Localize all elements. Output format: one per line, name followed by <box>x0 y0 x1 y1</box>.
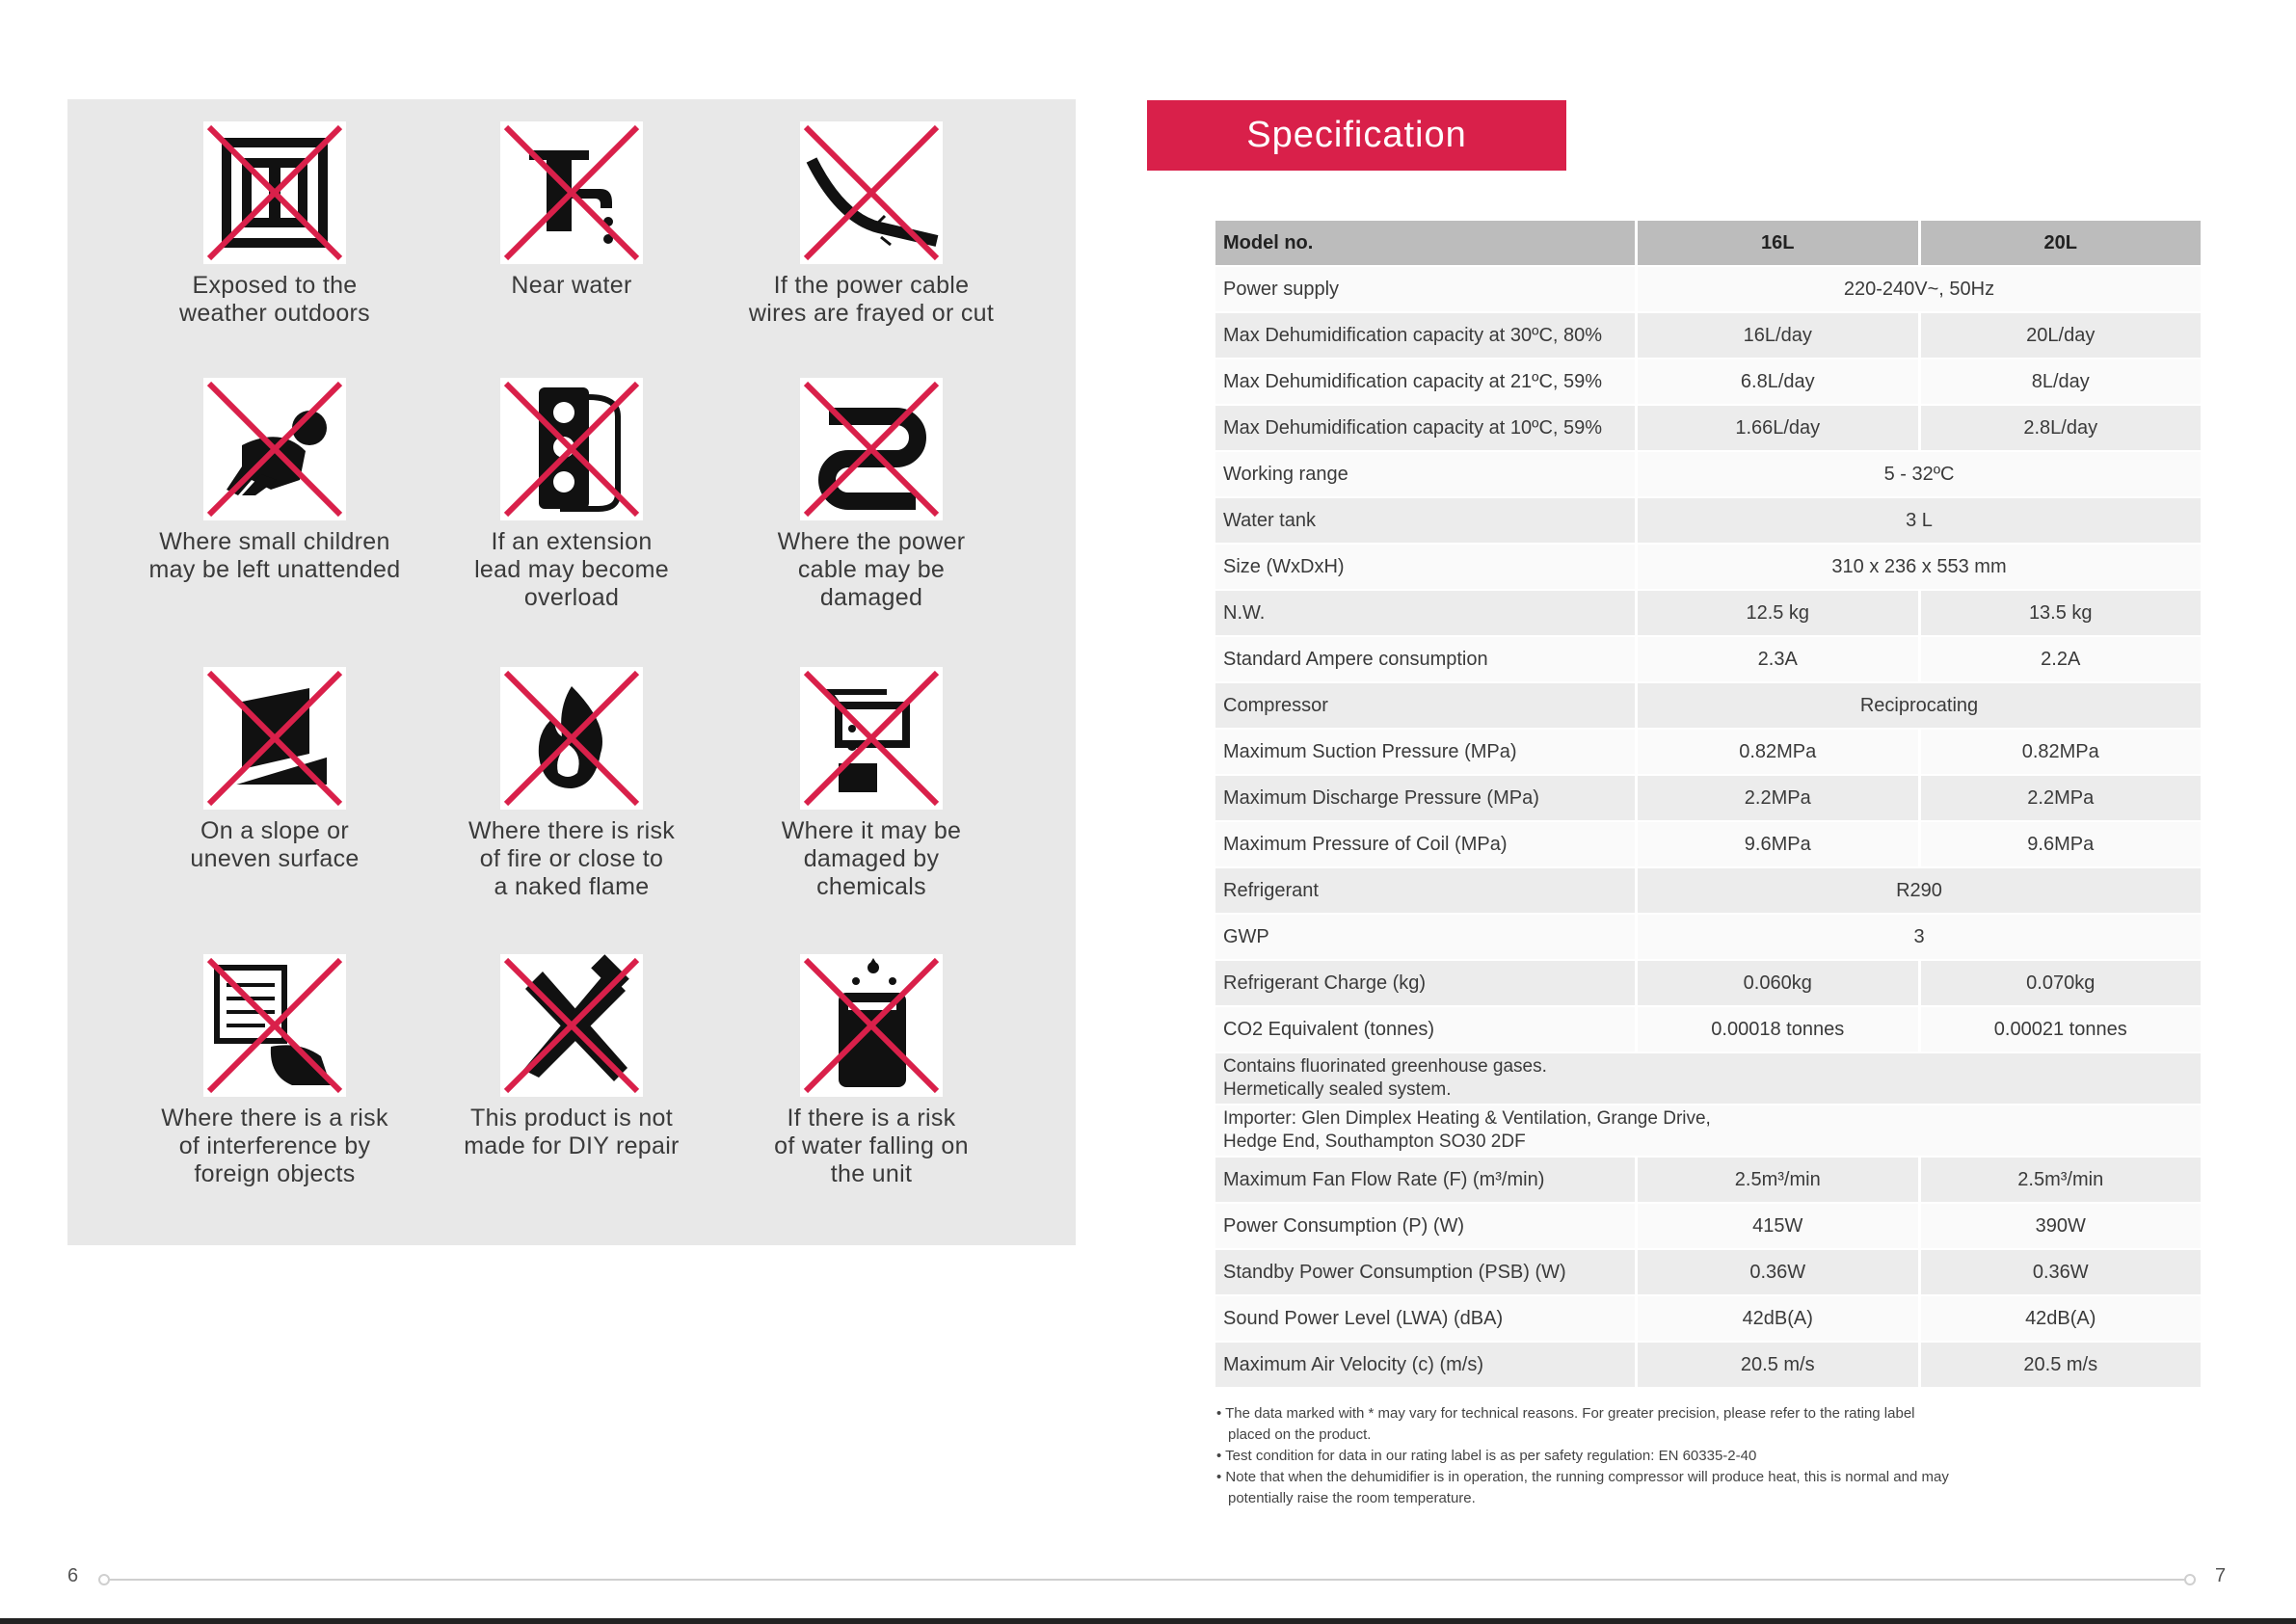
table-row <box>1215 313 2201 359</box>
warning-caption <box>707 817 1035 901</box>
table-row <box>1215 359 2201 406</box>
note-line: Importer: Glen Dimplex Heating & Ventilation, Grange Drive, <box>1223 1108 1711 1129</box>
table-row <box>1215 1250 2201 1296</box>
table-cell: 0.060kg <box>1638 961 1920 1007</box>
flame-icon <box>500 667 643 810</box>
table-cell: 42dB(A) <box>1921 1296 2202 1343</box>
table-row <box>1215 545 2201 591</box>
warning-caption-line: overload <box>523 584 620 611</box>
table-row <box>1215 1105 2201 1158</box>
table-cell: 2.8L/day <box>1921 406 2202 452</box>
frayed-cable-icon <box>800 121 943 264</box>
table-cell: Water tank <box>1215 498 1638 545</box>
note-line: Hermetically sealed system. <box>1223 1079 1452 1100</box>
table-cell: 9.6MPa <box>1638 822 1920 868</box>
table-cell: GWP <box>1215 915 1638 961</box>
table-row <box>1215 591 2201 637</box>
warning-caption-line: If an extension <box>491 528 653 555</box>
page-number-right: 7 <box>2215 1565 2227 1586</box>
table-cell: Standby Power Consumption (PSB) (W) <box>1215 1250 1638 1296</box>
warning-icon-box <box>800 667 943 810</box>
table-cell: 0.82MPa <box>1921 730 2202 776</box>
warning-caption-line: Where small children <box>159 528 390 555</box>
warning-caption-line: uneven surface <box>190 845 360 872</box>
warning-caption <box>111 1105 439 1188</box>
warning-caption <box>707 528 1035 612</box>
warning-caption <box>408 528 735 612</box>
table-header-cell: 16L <box>1638 221 1920 267</box>
table-cell: Maximum Discharge Pressure (MPa) <box>1215 776 1638 822</box>
table-cell: 0.00018 tonnes <box>1638 1007 1920 1053</box>
foreign-object-icon <box>203 954 346 1097</box>
table-cell: 9.6MPa <box>1921 822 2202 868</box>
divider-dot-left <box>98 1574 110 1585</box>
warning-item <box>111 667 439 873</box>
table-cell: 2.2A <box>1921 637 2202 683</box>
warning-caption <box>408 1105 735 1160</box>
table-cell: Refrigerant <box>1215 868 1638 915</box>
table-cell: Maximum Fan Flow Rate (F) (m³/min) <box>1215 1158 1638 1204</box>
specification-title: Specification <box>1147 100 1566 171</box>
warning-caption-line: made for DIY repair <box>464 1132 680 1159</box>
warning-caption-line: If there is a risk <box>787 1105 956 1131</box>
table-header-row <box>1215 221 2201 267</box>
warning-caption-line: weather outdoors <box>179 300 370 327</box>
table-cell: 16L/day <box>1638 313 1920 359</box>
table-cell: 310 x 236 x 553 mm <box>1638 545 2201 591</box>
table-cell: N.W. <box>1215 591 1638 637</box>
footnote: • Test condition for data in our rating label is as per safety regulation: EN 60335-2-40 <box>1216 1448 1757 1464</box>
table-cell: 415W <box>1638 1204 1920 1250</box>
warning-caption-line: may be left unattended <box>148 556 401 583</box>
table-cell: Maximum Pressure of Coil (MPa) <box>1215 822 1638 868</box>
table-row <box>1215 868 2201 915</box>
table-cell: 0.00021 tonnes <box>1921 1007 2202 1053</box>
table-cell: 1.66L/day <box>1638 406 1920 452</box>
table-cell: Size (WxDxH) <box>1215 545 1638 591</box>
table-row <box>1215 822 2201 868</box>
table-cell: 42dB(A) <box>1638 1296 1920 1343</box>
table-cell: 2.5m³/min <box>1921 1158 2202 1204</box>
table-row <box>1215 1158 2201 1204</box>
table-cell <box>1215 1053 2201 1105</box>
warning-item <box>408 378 735 612</box>
warning-caption <box>408 272 735 300</box>
warning-caption-line: Where it may be <box>781 817 962 844</box>
table-cell: 5 - 32ºC <box>1638 452 2201 498</box>
warning-icon-box <box>203 667 346 810</box>
table-cell: Maximum Air Velocity (c) (m/s) <box>1215 1343 1638 1389</box>
warning-caption-line: On a slope or <box>200 817 349 844</box>
table-row <box>1215 730 2201 776</box>
table-row <box>1215 1007 2201 1053</box>
warning-caption <box>111 817 439 873</box>
warning-caption <box>408 817 735 901</box>
warning-item <box>707 954 1035 1188</box>
warning-caption-line: lead may become <box>474 556 669 583</box>
tap-icon <box>500 121 643 264</box>
warning-caption <box>111 528 439 584</box>
warning-caption-line: chemicals <box>816 873 926 900</box>
warning-item <box>111 378 439 584</box>
warning-icon-box <box>500 378 643 520</box>
table-row <box>1215 1296 2201 1343</box>
warning-item <box>408 954 735 1160</box>
table-cell <box>1215 1105 2201 1158</box>
damaged-cable-icon <box>800 378 943 520</box>
warning-icon-box <box>500 954 643 1097</box>
footnote: • Note that when the dehumidifier is in operation, the running compressor will produce heat, this is normal and may potentially raise the room temperature. <box>1216 1469 1949 1506</box>
table-cell: Maximum Suction Pressure (MPa) <box>1215 730 1638 776</box>
table-cell: Reciprocating <box>1638 683 2201 730</box>
warning-caption-line: the unit <box>830 1160 913 1187</box>
warning-item <box>111 954 439 1188</box>
table-row <box>1215 406 2201 452</box>
warning-caption-line: of interference by <box>178 1132 371 1159</box>
table-cell: 0.36W <box>1921 1250 2202 1296</box>
bottom-bar <box>0 1618 2296 1624</box>
table-cell: 12.5 kg <box>1638 591 1920 637</box>
footnotes <box>1216 1403 1949 1509</box>
table-cell: Standard Ampere consumption <box>1215 637 1638 683</box>
warning-caption <box>111 272 439 328</box>
table-cell: 20L/day <box>1921 313 2202 359</box>
table-cell: Working range <box>1215 452 1638 498</box>
table-row <box>1215 1204 2201 1250</box>
page-divider <box>104 1579 2188 1581</box>
table-row <box>1215 1343 2201 1389</box>
note-line: Contains fluorinated greenhouse gases. <box>1223 1056 1547 1077</box>
warning-icon-box <box>203 121 346 264</box>
table-row <box>1215 452 2201 498</box>
table-cell: Power supply <box>1215 267 1638 313</box>
warning-caption-line: Exposed to the <box>192 272 358 299</box>
table-cell: R290 <box>1638 868 2201 915</box>
table-cell: 0.070kg <box>1921 961 2202 1007</box>
table-cell: 13.5 kg <box>1921 591 2202 637</box>
crawling-child-icon <box>203 378 346 520</box>
table-cell: 3 L <box>1638 498 2201 545</box>
table-cell: 6.8L/day <box>1638 359 1920 406</box>
divider-dot-right <box>2184 1574 2196 1585</box>
table-cell: 0.36W <box>1638 1250 1920 1296</box>
table-cell: Max Dehumidification capacity at 21ºC, 59% <box>1215 359 1638 406</box>
page-number-left: 6 <box>67 1565 79 1586</box>
table-cell: 2.2MPa <box>1921 776 2202 822</box>
table-header-cell: 20L <box>1921 221 2202 267</box>
specification-table <box>1215 221 2201 1389</box>
warning-caption-line: If the power cable <box>773 272 970 299</box>
warning-caption-line: foreign objects <box>194 1160 356 1187</box>
slope-icon <box>203 667 346 810</box>
warning-caption-line: of fire or close to <box>479 845 664 872</box>
water-falling-icon <box>800 954 943 1097</box>
warning-caption-line: damaged <box>819 584 923 611</box>
table-cell: 8L/day <box>1921 359 2202 406</box>
warning-icon-box <box>203 378 346 520</box>
tools-icon <box>500 954 643 1097</box>
warning-caption-line: Where the power <box>777 528 966 555</box>
table-row <box>1215 776 2201 822</box>
warning-item <box>707 667 1035 901</box>
chemical-icon <box>800 667 943 810</box>
table-cell: 20.5 m/s <box>1921 1343 2202 1389</box>
table-cell: 2.5m³/min <box>1638 1158 1920 1204</box>
footnote: • The data marked with * may vary for technical reasons. For greater precision, please refer to the rating label placed on the product. <box>1216 1405 1915 1443</box>
note-line: Hedge End, Southampton SO30 2DF <box>1223 1131 1526 1152</box>
warning-caption-line: wires are frayed or cut <box>748 300 995 327</box>
warning-caption-line: damaged by <box>803 845 940 872</box>
warning-icon-box <box>800 121 943 264</box>
table-cell: Power Consumption (P) (W) <box>1215 1204 1638 1250</box>
table-row <box>1215 1053 2201 1105</box>
table-row <box>1215 915 2201 961</box>
extension-lead-icon <box>500 378 643 520</box>
warning-icon-box <box>500 121 643 264</box>
warning-item <box>707 121 1035 328</box>
table-cell: Max Dehumidification capacity at 10ºC, 59% <box>1215 406 1638 452</box>
table-cell: 20.5 m/s <box>1638 1343 1920 1389</box>
warning-item <box>707 378 1035 612</box>
warning-item <box>408 667 735 901</box>
table-header-cell: Model no. <box>1215 221 1638 267</box>
warning-caption <box>707 1105 1035 1188</box>
warning-icon-box <box>800 378 943 520</box>
warning-item <box>111 121 439 328</box>
table-row <box>1215 267 2201 313</box>
table-cell: 0.82MPa <box>1638 730 1920 776</box>
warning-caption-line: This product is not <box>470 1105 673 1131</box>
warning-caption-line: Where there is a risk <box>161 1105 388 1131</box>
warning-caption-line: a naked flame <box>494 873 650 900</box>
warning-caption-line: of water falling on <box>774 1132 969 1159</box>
warning-caption-line: Near water <box>511 272 632 299</box>
table-cell: Max Dehumidification capacity at 30ºC, 80% <box>1215 313 1638 359</box>
table-cell: Sound Power Level (LWA) (dBA) <box>1215 1296 1638 1343</box>
table-cell: CO2 Equivalent (tonnes) <box>1215 1007 1638 1053</box>
table-cell: Compressor <box>1215 683 1638 730</box>
table-row <box>1215 961 2201 1007</box>
window-icon <box>203 121 346 264</box>
table-cell: 220-240V~, 50Hz <box>1638 267 2201 313</box>
warning-caption-line: cable may be <box>797 556 946 583</box>
table-cell: 2.3A <box>1638 637 1920 683</box>
warning-icon-box <box>203 954 346 1097</box>
table-cell: 3 <box>1638 915 2201 961</box>
warning-icon-box <box>500 667 643 810</box>
warning-caption <box>707 272 1035 328</box>
table-cell: Refrigerant Charge (kg) <box>1215 961 1638 1007</box>
warning-caption-line: Where there is risk <box>467 817 676 844</box>
table-row <box>1215 683 2201 730</box>
table-cell: 390W <box>1921 1204 2202 1250</box>
table-row <box>1215 637 2201 683</box>
warning-item <box>408 121 735 300</box>
table-cell: 2.2MPa <box>1638 776 1920 822</box>
warning-icon-box <box>800 954 943 1097</box>
table-row <box>1215 498 2201 545</box>
